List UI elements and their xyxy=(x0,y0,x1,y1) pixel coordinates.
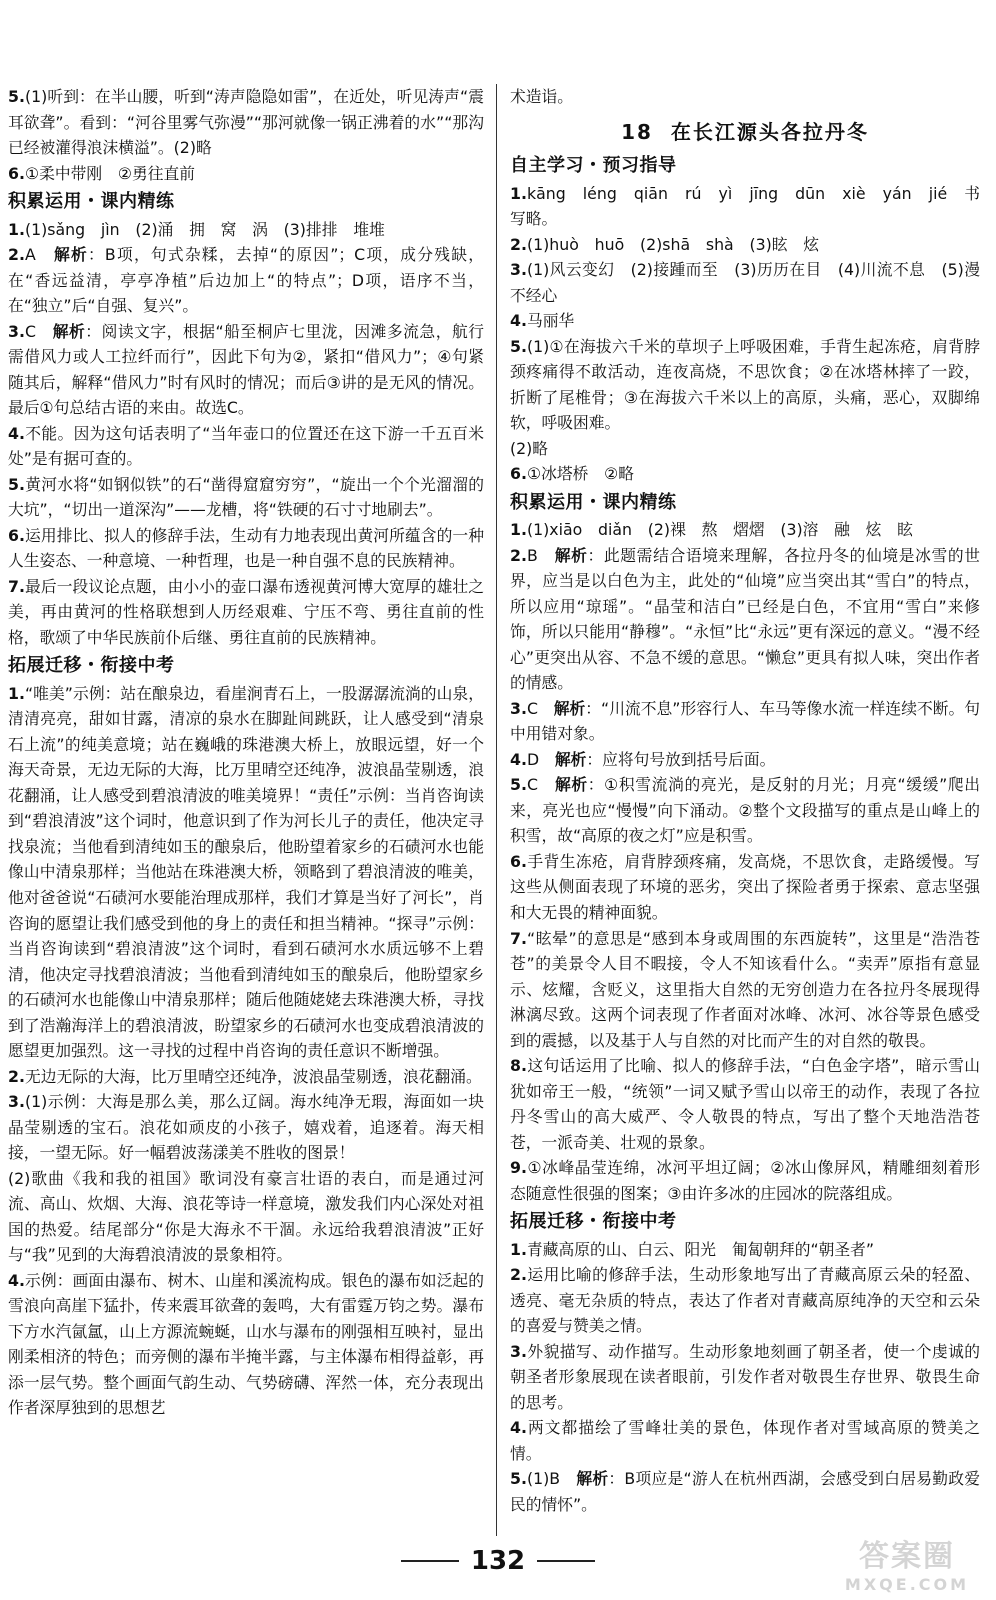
answer-item xyxy=(8,84,484,161)
item-text: D xyxy=(526,749,555,769)
item-text: kāng léng qiān rú yì jīng dūn xiè yán jié 书写略。 xyxy=(510,183,980,229)
answer-item xyxy=(8,1089,484,1166)
item-text: 外貌描写、动作描写。生动形象地刻画了朝圣者，使一个虔诚的朝圣者形象展现在读者眼前，引发作者对敬畏生存世界、敬畏生命的思考。 xyxy=(510,1341,980,1412)
item-text: 运用排比、拟人的修辞手法，生动有力地表现出黄河所蕴含的一种人生姿态、一种意境、一种哲理，也是一种自强不息的民族精神。 xyxy=(8,525,484,571)
item-number: 7. xyxy=(510,928,527,948)
item-number: 3. xyxy=(8,321,25,341)
answer-item xyxy=(510,308,980,334)
answer-item xyxy=(510,772,980,849)
item-number: 5. xyxy=(8,87,25,106)
item-number: 2. xyxy=(510,234,527,254)
item-number: 1. xyxy=(510,1239,527,1259)
item-text: 最后一段议论点题，由小小的壶口瀑布透视黄河博大宽厚的雄壮之美，再由黄河的性格联想到人历经艰难、宁压不弯、勇往直前的性格，歌颂了中华民族前仆后继、勇往直前的民族精神。 xyxy=(8,576,484,647)
answer-item xyxy=(510,436,980,462)
answer-item xyxy=(8,1268,484,1421)
answer-item xyxy=(8,574,484,651)
answer-item xyxy=(510,926,980,1054)
answer-item xyxy=(510,181,980,232)
item-text: “唯美”示例：站在酿泉边，看崖涧青石上，一股潺潺流淌的山泉，清清亮亮，甜如甘露，清凉的泉水在脚趾间跳跃，让人感受到“清泉石上流”的纯美意境；站在巍峨的珠港澳大桥上，放眼远望，好一个海天奇景，无边无际的大海，比万里晴空还纯净，波浪晶莹剔透，浪花翻涌，让人感受到碧浪清波的唯美境界！“责任”示例：当肖咨询读到“碧浪清波”这个词时，他意识到了作为河长儿子的责任，他决定寻找泉流；当他看到清纯如玉的酿泉后，他盼望着家乡的石碛河水也能像山中清泉那样；当他站在珠港澳大桥，领略到了碧浪清波的唯美，他对爸爸说“石碛河水要能治理成那样，我们才算是当好了河长”，肖咨询的愿望让我们感受到他的身上的责任和担当精神。“探寻”示例：当肖咨询读到“碧浪清波”这个词时，看到石碛河水水质远够不上碧清，他决定寻找碧浪清波；当他看到清纯如玉的酿泉后，他盼望家乡的石碛河水也能像山中清泉那样；随后他随姥姥去珠港澳大桥，寻找到了浩瀚海洋上的碧浪清波，盼望家乡的石碛河水也变成碧浪清波的愿望更加强烈。这一寻找的过程中肖咨询的责任意识不断增强。 xyxy=(8,683,484,1061)
analysis-label: 解析 xyxy=(554,545,588,565)
answer-item xyxy=(510,334,980,436)
answer-item xyxy=(510,543,980,696)
item-number: 2. xyxy=(8,245,25,265)
item-text: C xyxy=(526,698,554,718)
analysis-text: ：“川流不息”形容行人、车马等像水流一样连续不断。句中用错对象。 xyxy=(510,698,981,744)
item-number: 5. xyxy=(510,1469,527,1489)
answer-item xyxy=(8,217,484,243)
item-number: 4. xyxy=(510,749,527,769)
item-text: (1)示例：大海是那么美，那么辽阔。海水纯净无瑕，海面如一块晶莹剔透的宝石。浪花如顽皮的小孩子，嬉戏着，追逐着。海天相接，一望无际。好一幅碧波荡漾美不胜收的图景！ xyxy=(8,1092,484,1163)
answer-item xyxy=(8,1064,484,1090)
item-number: 4. xyxy=(8,423,25,443)
answer-item xyxy=(510,1339,980,1416)
lesson-number: 18 xyxy=(621,119,653,144)
item-number: 5. xyxy=(510,775,527,795)
answer-item xyxy=(8,319,484,421)
answer-item xyxy=(510,1237,980,1263)
answer-item xyxy=(8,1166,484,1268)
analysis-label: 解析 xyxy=(553,698,586,718)
item-number: 9. xyxy=(510,1158,527,1178)
analysis-text: ：①积雪流淌的亮光，是反射的月光；月亮“缓缓”爬出来，亮光也应“慢慢”向下涌动。②整个文段描写的重点是山峰上的积雪，故“高原的夜之灯”应是积雪。 xyxy=(510,775,981,846)
item-text: 马丽华 xyxy=(526,311,575,331)
analysis-label: 解析 xyxy=(576,1469,609,1489)
item-text: ①柔中带刚 ②勇往直前 xyxy=(24,163,195,183)
item-number: 8. xyxy=(510,1056,527,1076)
item-text: (2)略 xyxy=(510,438,549,458)
item-text: ①冰塔桥 ②略 xyxy=(526,464,634,484)
item-number: 1. xyxy=(8,219,25,239)
item-number: 2. xyxy=(510,545,527,565)
answer-item xyxy=(510,1155,980,1206)
item-text: (1)①在海拔六千米的草坝子上呼吸困难，手背生起冻疮，肩背脖颈疼痛得不敢活动，连夜高烧，不思饮食；②在冰塔林摔了一跤，折断了尾椎骨；③在海拔六千米以上的高原，头痛，恶心，双脚绵软，呼吸困难。 xyxy=(510,336,980,433)
page-number: 132 xyxy=(470,1546,526,1576)
item-number: 5. xyxy=(8,474,25,494)
item-text: (1)sǎng jìn (2)涌 拥 窝 涡 (3)排排 堆堆 xyxy=(24,219,385,239)
analysis-text: ：B项应是“游人在杭州西湖，会感受到白居易勤政爱民的情怀”。 xyxy=(510,1469,981,1514)
item-text: 运用比喻的修辞手法，生动形象地写出了青藏高原云朵的轻盈、透亮、毫无杂质的特点，表达了作者对青藏高原纯净的天空和云朵的喜爱与赞美之情。 xyxy=(510,1265,980,1336)
item-number: 3. xyxy=(510,1341,527,1361)
item-text: “眩晕”的意思是“感到本身或周围的东西旋转”，这里是“浩浩苍苍”的美景令人目不暇接，令人不知该看什么。“卖弄”原指有意显示、炫耀，含贬义，这里指大自然的无穷创造力在各拉丹冬展现得淋漓尽致。这两个词表现了作者面对冰峰、冰河、冰谷等景色感受到的震撼，以及基于人与自然的对比而产生的对自然的敬畏。 xyxy=(510,928,980,1050)
item-number: 3. xyxy=(510,698,527,718)
answer-item xyxy=(8,472,484,523)
watermark-text: 答案圈 xyxy=(859,1539,955,1574)
item-text: 两文都描绘了雪峰壮美的景色，体现作者对雪域高原的赞美之情。 xyxy=(510,1418,980,1463)
section-heading: 自主学习・预习指导 xyxy=(510,155,677,177)
item-number: 6. xyxy=(8,525,25,545)
answer-item xyxy=(510,849,980,926)
section-heading: 积累运用・课内精练 xyxy=(510,491,677,513)
answer-item xyxy=(510,1466,980,1517)
item-text: 黄河水将“如钢似铁”的石“凿得窟窟穷穷”，“旋出一个个光溜溜的大坑”，“切出一道深沟”——龙槽，将“铁硬的石寸寸地刷去”。 xyxy=(8,474,484,520)
analysis-label: 解析 xyxy=(554,749,587,769)
answer-item xyxy=(510,517,980,543)
answer-item xyxy=(510,232,980,258)
item-text: B xyxy=(526,545,555,565)
item-text: A xyxy=(24,245,54,265)
item-number: 2. xyxy=(510,1265,527,1285)
item-number: 1. xyxy=(8,683,25,703)
item-number: 4. xyxy=(510,1418,527,1438)
answer-item xyxy=(510,84,980,110)
analysis-label: 解析 xyxy=(52,321,86,341)
item-number: 3. xyxy=(8,1092,25,1112)
answer-item xyxy=(510,1415,980,1466)
analysis-label: 解析 xyxy=(554,775,588,795)
answer-item xyxy=(8,421,484,472)
answer-item xyxy=(8,523,484,574)
item-number: 7. xyxy=(8,576,25,596)
answer-item xyxy=(510,1053,980,1155)
section-heading: 拓展迁移・衔接中考 xyxy=(510,1211,677,1233)
item-text: 这句话运用了比喻、拟人的修辞手法，“白色金字塔”，暗示雪山犹如帝王一般，“统领”一词又赋予雪山以帝王的动作，表现了各拉丹冬雪山的高大威严、令人敬畏的特点，写出了整个天地浩浩苍苍，一派奇美、壮观的景象。 xyxy=(510,1056,980,1152)
item-number: 6. xyxy=(510,464,527,484)
lesson-title xyxy=(510,120,980,146)
column-divider xyxy=(496,84,497,1536)
item-text: (1)huò huō (2)shā shà (3)眩 炫 xyxy=(526,234,820,254)
footer-rule-right xyxy=(537,1560,595,1562)
item-number: 1. xyxy=(510,183,527,203)
item-text: 术造诣。 xyxy=(510,87,573,106)
answer-item xyxy=(510,1262,980,1339)
answer-item xyxy=(510,696,980,747)
section-heading: 积累运用・课内精练 xyxy=(8,191,175,213)
left-column xyxy=(8,84,484,1421)
analysis-text: ：应将句号放到括号后面。 xyxy=(586,749,776,769)
item-number: 6. xyxy=(510,851,527,871)
answer-item xyxy=(510,461,980,487)
analysis-text: ：B项，句式杂糅，去掉“的原因”；C项，成分残缺，在“香远益清，亭亭净植”后边加上“的特点”；D项，语序不当，在“独立”后“自强、复兴”。 xyxy=(8,245,485,316)
item-number: 3. xyxy=(510,260,527,280)
right-column xyxy=(510,84,980,1517)
footer-rule-left xyxy=(401,1560,459,1562)
item-number: 5. xyxy=(510,336,527,356)
analysis-label: 解析 xyxy=(53,245,88,265)
item-text: 无边无际的大海，比万里晴空还纯净，波浪晶莹剔透，浪花翻涌。 xyxy=(24,1066,482,1086)
item-text: (2)歌曲《我和我的祖国》歌词没有豪言壮语的表白，而是通过河流、高山、炊烟、大海、浪花等诗一样意境，激发我们内心深处对祖国的热爱。结尾部分“你是大海永不干涸。永远给我碧浪清波”正好与“我”见到的大海碧浪清波的景象相符。 xyxy=(8,1168,484,1265)
item-text: ①冰峰晶莹连绵，冰河平坦辽阔；②冰山像屏风，精雕细刻着形态随意性很强的图案；③由许多冰的庄园冰的院落组成。 xyxy=(510,1158,980,1203)
item-number: 2. xyxy=(8,1066,25,1086)
item-text: C xyxy=(24,321,53,341)
analysis-text: ：阅读文字，根据“船至桐庐七里泷，因滩多流急，航行需借风力或人工拉纤而行”，因此下句为②，紧扣“借风力”；④句紧随其后，解释“借风力”时有风时的情况；而后③讲的是无风的情况。最后①句总结古语的来由。故选C。 xyxy=(8,321,484,418)
item-text: (1)风云变幻 (2)接踵而至 (3)历历在目 (4)川流不息 (5)漫不经心 xyxy=(510,260,980,305)
answer-item xyxy=(510,747,980,773)
item-text: 手背生冻疮，肩背脖颈疼痛，发高烧，不思饮食，走路缓慢。写这些从侧面表现了环境的恶劣，突出了探险者勇于探索、意志坚强和大无畏的精神面貌。 xyxy=(510,851,980,922)
item-text: C xyxy=(526,775,555,795)
item-text: 示例：画面由瀑布、树木、山崖和溪流构成。银色的瀑布如泛起的雪浪向高崖下猛扑，传来震耳欲聋的轰鸣，大有雷霆万钧之势。瀑布下方水汽氤氲，山上方源流蜿蜒，山水与瀑布的刚强相互映衬，显出刚柔相济的特色；而旁侧的瀑布半掩半露，与主体瀑布相得益彰，再添一层气势。整个画面气韵生动、气势磅礴、浑然一体，充分表现出作者深厚独到的思想艺 xyxy=(8,1270,484,1418)
answer-item xyxy=(8,242,484,319)
answer-item xyxy=(8,161,484,187)
item-text: (1)听到：在半山腰，听到“涛声隐隐如雷”，在近处，听见涛声“震耳欲聋”。看到：“河谷里雾气弥漫”“那河就像一锅正沸着的水”“那沟已经被灌得浪沫横溢”。(2)略 xyxy=(8,87,484,158)
watermark-logo xyxy=(832,1531,982,1594)
section-heading: 拓展迁移・衔接中考 xyxy=(8,655,175,677)
item-number: 4. xyxy=(8,1270,25,1290)
watermark-url: MXQE.COM xyxy=(844,1575,970,1594)
item-number: 6. xyxy=(8,163,25,183)
item-number: 1. xyxy=(510,520,527,540)
item-text: (1)xiāo diǎn (2)裸 熬 熠熠 (3)溶 融 炫 眩 xyxy=(526,520,913,540)
item-text: 青藏高原的山、白云、阳光 匍匐朝拜的“朝圣者” xyxy=(526,1239,875,1259)
analysis-text: ：此题需结合语境来理解，各拉丹冬的仙境是冰雪的世界，应当是以白色为主，此处的“仙境”应当突出其“雪白”的特点，所以应用“琼瑶”。“晶莹和洁白”已经是白色，不宜用“雪白”来修饰，所以只能用“静穆”。“永恒”比“永远”更有深远的意义。“漫不经心”更突出从容、不急不缓的意思。“懒怠”更具有拟人味，突出作者的情感。 xyxy=(510,545,981,693)
item-text: 不能。因为这句话表明了“当年壶口的位置还在这下游一千五百米处”是有据可查的。 xyxy=(8,423,484,469)
lesson-title-text: 在长江源头各拉丹冬 xyxy=(670,119,869,144)
answer-item xyxy=(510,257,980,308)
item-number: 4. xyxy=(510,311,527,331)
answer-item xyxy=(8,681,484,1064)
item-text: (1)B xyxy=(526,1469,577,1489)
